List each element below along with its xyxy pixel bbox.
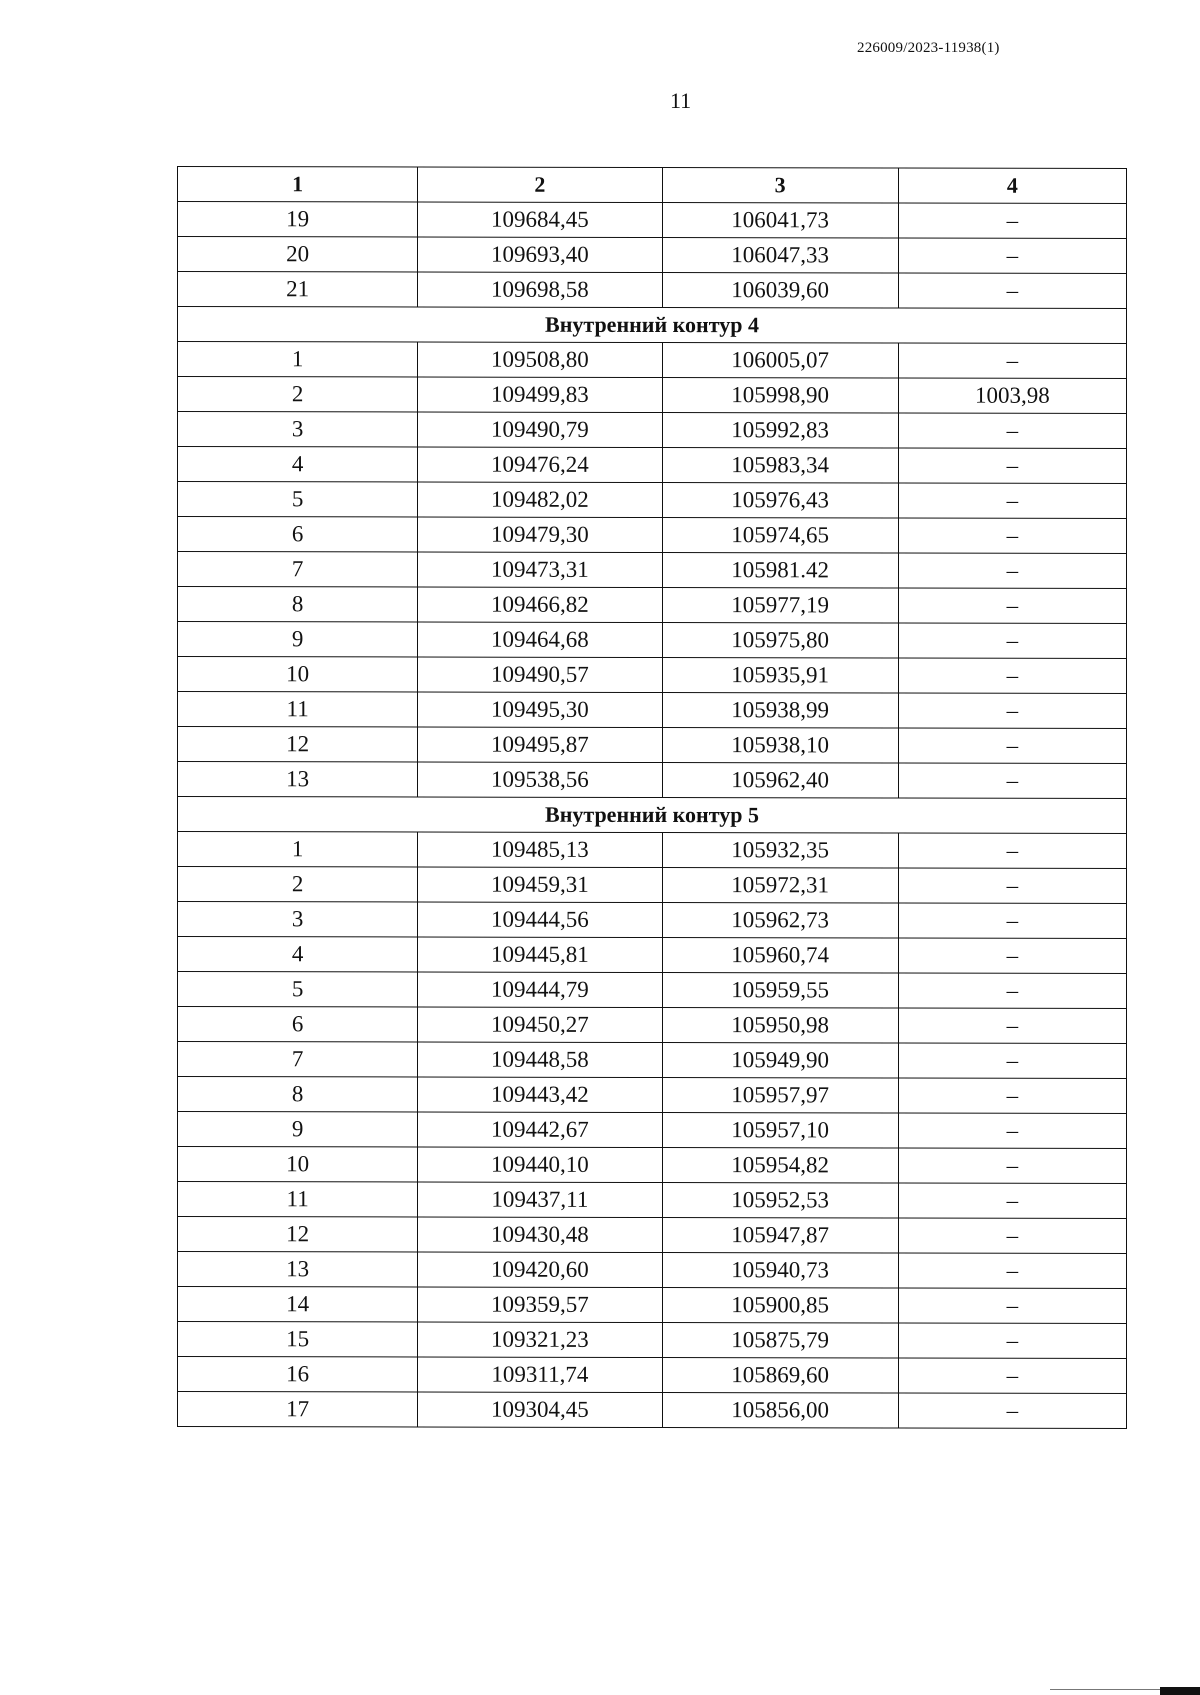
column-header-4: 4 [898, 168, 1126, 203]
table-row [178, 727, 1127, 764]
x-coordinate-cell: 109445,81 [418, 937, 662, 973]
table-row [178, 762, 1127, 799]
x-coordinate-cell: 109473,31 [418, 552, 662, 588]
point-number-cell: 5 [178, 482, 418, 518]
coordinates-table-container [177, 166, 1127, 1429]
point-number-cell: 16 [178, 1357, 418, 1393]
column-header-2: 2 [418, 167, 662, 203]
table-row [178, 1287, 1127, 1324]
y-coordinate-cell: 105940,73 [662, 1253, 898, 1288]
value-cell: – [898, 1218, 1126, 1253]
y-coordinate-cell: 105959,55 [662, 973, 898, 1008]
value-cell: – [898, 518, 1126, 553]
table-row [178, 1392, 1127, 1429]
value-cell: – [898, 693, 1126, 728]
value-cell: – [898, 1393, 1126, 1428]
value-cell: – [898, 588, 1126, 623]
y-coordinate-cell: 105962,73 [662, 903, 898, 938]
table-row [178, 1007, 1127, 1044]
coordinates-table [177, 166, 1127, 1429]
point-number-cell: 13 [178, 1252, 418, 1288]
table-row [178, 272, 1127, 309]
x-coordinate-cell: 109430,48 [418, 1217, 662, 1253]
y-coordinate-cell: 105935,91 [662, 658, 898, 693]
point-number-cell: 2 [178, 867, 418, 903]
value-cell: – [898, 273, 1126, 308]
point-number-cell: 1 [178, 832, 418, 868]
value-cell: – [898, 973, 1126, 1008]
value-cell: – [898, 763, 1126, 798]
point-number-cell: 21 [178, 272, 418, 308]
x-coordinate-cell: 109499,83 [418, 377, 662, 413]
point-number-cell: 6 [178, 1007, 418, 1043]
page-number: 11 [670, 88, 692, 113]
x-coordinate-cell: 109437,11 [418, 1182, 662, 1218]
x-coordinate-cell: 109476,24 [418, 447, 662, 483]
section-title: Внутренний контур 4 [178, 307, 1127, 344]
x-coordinate-cell: 109304,45 [418, 1392, 662, 1428]
value-cell: – [898, 1358, 1126, 1393]
x-coordinate-cell: 109420,60 [418, 1252, 662, 1288]
value-cell: – [898, 343, 1126, 378]
point-number-cell: 4 [178, 937, 418, 973]
point-number-cell: 20 [178, 237, 418, 273]
table-row [178, 447, 1127, 484]
table-row [178, 552, 1127, 589]
point-number-cell: 12 [178, 727, 418, 763]
point-number-cell: 14 [178, 1287, 418, 1323]
x-coordinate-cell: 109359,57 [418, 1287, 662, 1323]
column-header-3: 3 [662, 168, 898, 203]
table-row [178, 1112, 1127, 1149]
x-coordinate-cell: 109444,56 [418, 902, 662, 938]
table-row [178, 1077, 1127, 1114]
table-row [178, 1252, 1127, 1289]
x-coordinate-cell: 109508,80 [418, 342, 662, 378]
value-cell: – [898, 553, 1126, 588]
table-row [178, 972, 1127, 1009]
x-coordinate-cell: 109490,79 [418, 412, 662, 448]
table-row [178, 1322, 1127, 1359]
section-title: Внутренний контур 5 [178, 797, 1127, 834]
point-number-cell: 8 [178, 587, 418, 623]
point-number-cell: 9 [178, 622, 418, 658]
point-number-cell: 10 [178, 657, 418, 693]
x-coordinate-cell: 109538,56 [418, 762, 662, 798]
y-coordinate-cell: 105952,53 [662, 1183, 898, 1218]
value-cell: – [898, 1148, 1126, 1183]
y-coordinate-cell: 105875,79 [662, 1323, 898, 1358]
table-body [178, 167, 1127, 1429]
table-row [178, 902, 1127, 939]
table-row [178, 657, 1127, 694]
point-number-cell: 1 [178, 342, 418, 378]
value-cell: – [898, 728, 1126, 763]
y-coordinate-cell: 105954,82 [662, 1148, 898, 1183]
point-number-cell: 12 [178, 1217, 418, 1253]
x-coordinate-cell: 109464,68 [418, 622, 662, 658]
table-row [178, 237, 1127, 274]
value-cell: – [898, 903, 1126, 938]
x-coordinate-cell: 109485,13 [418, 832, 662, 868]
point-number-cell: 9 [178, 1112, 418, 1148]
point-number-cell: 5 [178, 972, 418, 1008]
x-coordinate-cell: 109684,45 [418, 202, 662, 238]
table-row [178, 377, 1127, 414]
point-number-cell: 4 [178, 447, 418, 483]
table-row [178, 692, 1127, 729]
value-cell: – [898, 1113, 1126, 1148]
table-row [178, 412, 1127, 449]
point-number-cell: 17 [178, 1392, 418, 1428]
y-coordinate-cell: 105977,19 [662, 588, 898, 623]
y-coordinate-cell: 105998,90 [662, 378, 898, 413]
section-heading-row [178, 797, 1127, 834]
value-cell: – [898, 1043, 1126, 1078]
value-cell: – [898, 1183, 1126, 1218]
x-coordinate-cell: 109443,42 [418, 1077, 662, 1113]
point-number-cell: 3 [178, 902, 418, 938]
table-row [178, 622, 1127, 659]
value-cell: – [898, 238, 1126, 273]
value-cell: – [898, 938, 1126, 973]
value-cell: – [898, 1323, 1126, 1358]
point-number-cell: 11 [178, 1182, 418, 1218]
x-coordinate-cell: 109466,82 [418, 587, 662, 623]
y-coordinate-cell: 105962,40 [662, 763, 898, 798]
value-cell: – [898, 448, 1126, 483]
table-row [178, 832, 1127, 869]
y-coordinate-cell: 105856,00 [662, 1393, 898, 1428]
value-cell: – [898, 1253, 1126, 1288]
point-number-cell: 10 [178, 1147, 418, 1183]
y-coordinate-cell: 105938,10 [662, 728, 898, 763]
y-coordinate-cell: 105947,87 [662, 1218, 898, 1253]
value-cell: – [898, 868, 1126, 903]
x-coordinate-cell: 109693,40 [418, 237, 662, 273]
value-cell: – [898, 203, 1126, 238]
y-coordinate-cell: 105981.42 [662, 553, 898, 588]
y-coordinate-cell: 105869,60 [662, 1358, 898, 1393]
point-number-cell: 3 [178, 412, 418, 448]
scan-edge-line [1050, 1689, 1160, 1690]
y-coordinate-cell: 106039,60 [662, 273, 898, 308]
y-coordinate-cell: 105950,98 [662, 1008, 898, 1043]
x-coordinate-cell: 109479,30 [418, 517, 662, 553]
x-coordinate-cell: 109450,27 [418, 1007, 662, 1043]
point-number-cell: 8 [178, 1077, 418, 1113]
value-cell: – [898, 658, 1126, 693]
document-number: 226009/2023-11938(1) [857, 40, 1000, 56]
y-coordinate-cell: 105974,65 [662, 518, 898, 553]
y-coordinate-cell: 105975,80 [662, 623, 898, 658]
y-coordinate-cell: 105938,99 [662, 693, 898, 728]
column-header-1: 1 [178, 167, 418, 203]
x-coordinate-cell: 109448,58 [418, 1042, 662, 1078]
table-row [178, 517, 1127, 554]
table-row [178, 867, 1127, 904]
y-coordinate-cell: 105949,90 [662, 1043, 898, 1078]
value-cell: – [898, 1288, 1126, 1323]
x-coordinate-cell: 109698,58 [418, 272, 662, 308]
point-number-cell: 11 [178, 692, 418, 728]
point-number-cell: 15 [178, 1322, 418, 1358]
point-number-cell: 19 [178, 202, 418, 238]
scan-edge-mark [1160, 1687, 1200, 1695]
table-row [178, 1147, 1127, 1184]
x-coordinate-cell: 109440,10 [418, 1147, 662, 1183]
y-coordinate-cell: 105976,43 [662, 483, 898, 518]
x-coordinate-cell: 109311,74 [418, 1357, 662, 1393]
x-coordinate-cell: 109459,31 [418, 867, 662, 903]
value-cell: – [898, 413, 1126, 448]
table-row [178, 202, 1127, 239]
x-coordinate-cell: 109321,23 [418, 1322, 662, 1358]
table-row [178, 937, 1127, 974]
value-cell: – [898, 1078, 1126, 1113]
table-row [178, 482, 1127, 519]
y-coordinate-cell: 105900,85 [662, 1288, 898, 1323]
table-header-row [178, 167, 1127, 204]
x-coordinate-cell: 109495,30 [418, 692, 662, 728]
value-cell: – [898, 1008, 1126, 1043]
y-coordinate-cell: 105972,31 [662, 868, 898, 903]
x-coordinate-cell: 109482,02 [418, 482, 662, 518]
y-coordinate-cell: 105960,74 [662, 938, 898, 973]
y-coordinate-cell: 105957,10 [662, 1113, 898, 1148]
point-number-cell: 6 [178, 517, 418, 553]
value-cell: – [898, 483, 1126, 518]
point-number-cell: 7 [178, 552, 418, 588]
value-cell: – [898, 833, 1126, 868]
x-coordinate-cell: 109442,67 [418, 1112, 662, 1148]
y-coordinate-cell: 106047,33 [662, 238, 898, 273]
table-row [178, 587, 1127, 624]
y-coordinate-cell: 106041,73 [662, 203, 898, 238]
y-coordinate-cell: 106005,07 [662, 343, 898, 378]
value-cell: 1003,98 [898, 378, 1126, 413]
value-cell: – [898, 623, 1126, 658]
y-coordinate-cell: 105932,35 [662, 833, 898, 868]
y-coordinate-cell: 105983,34 [662, 448, 898, 483]
table-row [178, 1042, 1127, 1079]
section-heading-row [178, 307, 1127, 344]
point-number-cell: 13 [178, 762, 418, 798]
point-number-cell: 7 [178, 1042, 418, 1078]
x-coordinate-cell: 109490,57 [418, 657, 662, 693]
x-coordinate-cell: 109495,87 [418, 727, 662, 763]
point-number-cell: 2 [178, 377, 418, 413]
x-coordinate-cell: 109444,79 [418, 972, 662, 1008]
table-row [178, 1357, 1127, 1394]
y-coordinate-cell: 105957,97 [662, 1078, 898, 1113]
table-row [178, 1217, 1127, 1254]
table-row [178, 342, 1127, 379]
y-coordinate-cell: 105992,83 [662, 413, 898, 448]
table-row [178, 1182, 1127, 1219]
